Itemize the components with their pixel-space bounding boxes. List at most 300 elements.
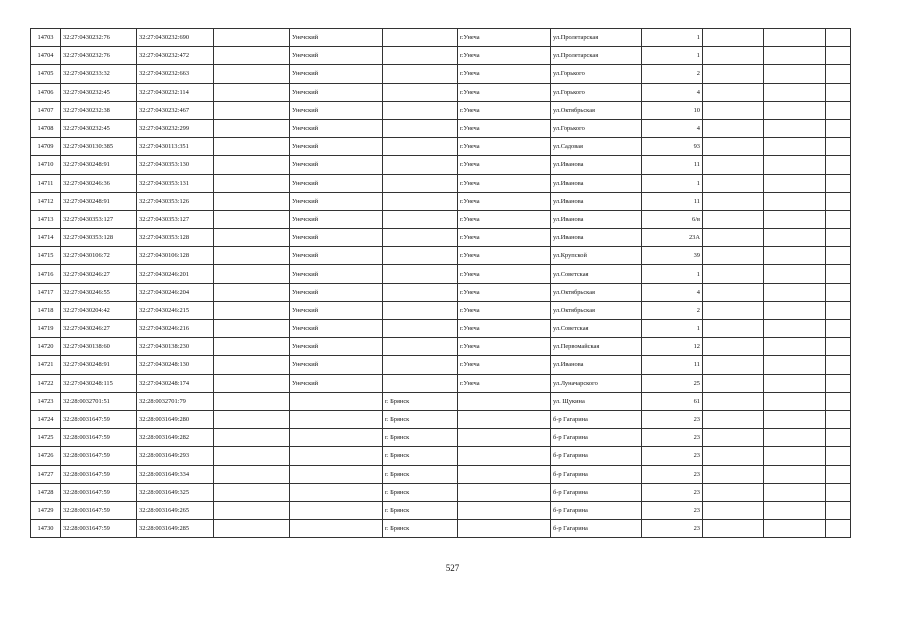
cell-number: 14717 <box>31 283 61 301</box>
table-row <box>31 320 851 338</box>
cell-blank-d <box>826 483 851 501</box>
cell-blank-a <box>214 156 290 174</box>
table-row <box>31 229 851 247</box>
table-row <box>31 192 851 210</box>
cell-cadastral: 32:27:0430106:128 <box>137 247 214 265</box>
cell-blank-a <box>214 83 290 101</box>
cell-blank-d <box>826 410 851 428</box>
cell-house: 23 <box>642 429 703 447</box>
cell-cadastral: 32:27:0430353:131 <box>137 174 214 192</box>
cell-blank-a <box>214 247 290 265</box>
cell-house: 1 <box>642 174 703 192</box>
cell-settlement-a: г. Брянск <box>383 483 458 501</box>
cell-blank-c <box>764 192 826 210</box>
cell-number: 14727 <box>31 465 61 483</box>
cell-cadastral: 32:27:0430246:204 <box>137 283 214 301</box>
cell-settlement-a: г. Брянск <box>383 392 458 410</box>
cell-number: 14708 <box>31 119 61 137</box>
cell-blank-c <box>764 65 826 83</box>
cell-blank-a <box>214 210 290 228</box>
cell-district <box>290 392 383 410</box>
cell-street: ул.Горького <box>551 119 642 137</box>
cell-house: 11 <box>642 156 703 174</box>
cell-cadastral: 32:27:0430246:201 <box>137 265 214 283</box>
cell-district: Унечский <box>290 138 383 156</box>
cell-district: Унечский <box>290 156 383 174</box>
cell-district: Унечский <box>290 265 383 283</box>
cell-blank-a <box>214 520 290 538</box>
cell-blank-b <box>703 47 764 65</box>
cell-house: 4 <box>642 83 703 101</box>
cell-old-cadastral: 32:27:0430246:36 <box>61 174 137 192</box>
cell-number: 14713 <box>31 210 61 228</box>
cell-blank-d <box>826 83 851 101</box>
cell-number: 14710 <box>31 156 61 174</box>
cell-blank-a <box>214 101 290 119</box>
cell-settlement-a: г. Брянск <box>383 447 458 465</box>
cell-street: ул.Садовая <box>551 138 642 156</box>
cell-blank-c <box>764 392 826 410</box>
table-row <box>31 174 851 192</box>
cell-number: 14711 <box>31 174 61 192</box>
cell-blank-d <box>826 265 851 283</box>
cell-district <box>290 483 383 501</box>
cell-house: 23 <box>642 520 703 538</box>
cell-settlement-a <box>383 101 458 119</box>
cell-number: 14721 <box>31 356 61 374</box>
cell-blank-b <box>703 83 764 101</box>
cell-blank-d <box>826 174 851 192</box>
cell-settlement-b: г.Унеча <box>458 247 551 265</box>
cell-blank-b <box>703 429 764 447</box>
cell-house: 1 <box>642 47 703 65</box>
cell-cadastral: 32:27:0430248:130 <box>137 356 214 374</box>
cell-cadastral: 32:28:0031649:282 <box>137 429 214 447</box>
cell-district <box>290 410 383 428</box>
cell-house: 10 <box>642 101 703 119</box>
cell-old-cadastral: 32:28:0031647:59 <box>61 410 137 428</box>
cell-settlement-b: г.Унеча <box>458 374 551 392</box>
cell-blank-d <box>826 501 851 519</box>
cell-settlement-a: г. Брянск <box>383 429 458 447</box>
cell-blank-b <box>703 210 764 228</box>
table-row <box>31 29 851 47</box>
cell-blank-c <box>764 410 826 428</box>
cell-blank-b <box>703 192 764 210</box>
cell-settlement-a <box>383 174 458 192</box>
cell-cadastral: 32:27:0430353:128 <box>137 229 214 247</box>
cell-old-cadastral: 32:28:0031647:59 <box>61 520 137 538</box>
table-row <box>31 47 851 65</box>
cell-cadastral: 32:27:0430232:663 <box>137 65 214 83</box>
cell-settlement-a: г. Брянск <box>383 501 458 519</box>
cell-street: ул.Луначарского <box>551 374 642 392</box>
cell-settlement-a <box>383 138 458 156</box>
cell-blank-b <box>703 447 764 465</box>
cell-blank-d <box>826 29 851 47</box>
cell-old-cadastral: 32:27:0430130:385 <box>61 138 137 156</box>
cell-blank-b <box>703 29 764 47</box>
cell-number: 14714 <box>31 229 61 247</box>
cell-blank-c <box>764 210 826 228</box>
cell-blank-d <box>826 392 851 410</box>
cell-street: ул.Пролетарская <box>551 47 642 65</box>
cell-house: 1 <box>642 320 703 338</box>
cell-street: ул.Горького <box>551 83 642 101</box>
cell-district: Унечский <box>290 192 383 210</box>
cell-cadastral: 32:27:0430113:351 <box>137 138 214 156</box>
table-row <box>31 429 851 447</box>
cell-blank-b <box>703 101 764 119</box>
cell-blank-d <box>826 374 851 392</box>
table-row <box>31 447 851 465</box>
cell-blank-b <box>703 301 764 319</box>
cell-blank-b <box>703 338 764 356</box>
cell-blank-c <box>764 483 826 501</box>
cell-number: 14715 <box>31 247 61 265</box>
cell-blank-c <box>764 138 826 156</box>
cell-blank-a <box>214 320 290 338</box>
cell-number: 14719 <box>31 320 61 338</box>
cell-street: ул.Иванова <box>551 156 642 174</box>
cell-settlement-b <box>458 520 551 538</box>
cell-blank-c <box>764 101 826 119</box>
cell-blank-b <box>703 283 764 301</box>
cell-house: 25 <box>642 374 703 392</box>
cell-blank-a <box>214 429 290 447</box>
cell-settlement-b <box>458 465 551 483</box>
cell-number: 14728 <box>31 483 61 501</box>
cell-street: ул.Иванова <box>551 174 642 192</box>
table-row <box>31 101 851 119</box>
table-row <box>31 283 851 301</box>
cell-blank-d <box>826 301 851 319</box>
cell-street: б-р Гагарина <box>551 501 642 519</box>
cell-blank-a <box>214 119 290 137</box>
cell-district: Унечский <box>290 320 383 338</box>
cell-house: 23 <box>642 410 703 428</box>
cell-number: 14704 <box>31 47 61 65</box>
cell-district <box>290 501 383 519</box>
cell-blank-c <box>764 283 826 301</box>
page-number: 527 <box>445 563 460 573</box>
cell-blank-d <box>826 283 851 301</box>
cell-cadastral: 32:27:0430246:216 <box>137 320 214 338</box>
cell-blank-c <box>764 265 826 283</box>
cell-street: б-р Гагарина <box>551 447 642 465</box>
cell-blank-b <box>703 410 764 428</box>
cell-blank-b <box>703 265 764 283</box>
table-row <box>31 301 851 319</box>
cell-number: 14707 <box>31 101 61 119</box>
cell-old-cadastral: 32:27:0430246:27 <box>61 265 137 283</box>
cell-blank-b <box>703 174 764 192</box>
cell-house: 11 <box>642 192 703 210</box>
cell-settlement-b: г.Унеча <box>458 47 551 65</box>
table-row <box>31 156 851 174</box>
cell-old-cadastral: 32:27:0430232:45 <box>61 119 137 137</box>
table-row <box>31 83 851 101</box>
cell-blank-d <box>826 47 851 65</box>
cell-number: 14705 <box>31 65 61 83</box>
cell-house: 61 <box>642 392 703 410</box>
cell-district <box>290 465 383 483</box>
cell-settlement-a <box>383 156 458 174</box>
cell-settlement-a <box>383 338 458 356</box>
table-row <box>31 483 851 501</box>
cell-old-cadastral: 32:27:0430248:91 <box>61 356 137 374</box>
cell-street: ул.Октябрьская <box>551 301 642 319</box>
cell-cadastral: 32:27:0430353:130 <box>137 156 214 174</box>
cell-cadastral: 32:28:0032701:79 <box>137 392 214 410</box>
cell-house: 23 <box>642 483 703 501</box>
cell-number: 14703 <box>31 29 61 47</box>
cell-blank-d <box>826 465 851 483</box>
cell-street: ул.Иванова <box>551 229 642 247</box>
cell-blank-c <box>764 156 826 174</box>
cell-blank-c <box>764 429 826 447</box>
cell-street: ул.Пролетарская <box>551 29 642 47</box>
cell-street: б-р Гагарина <box>551 483 642 501</box>
cell-number: 14706 <box>31 83 61 101</box>
cell-blank-b <box>703 392 764 410</box>
property-registry-table <box>30 28 851 538</box>
cell-settlement-b: г.Унеча <box>458 119 551 137</box>
cell-district: Унечский <box>290 47 383 65</box>
cell-street: ул.Советская <box>551 265 642 283</box>
cell-settlement-b: г.Унеча <box>458 101 551 119</box>
cell-cadastral: 32:28:0031649:265 <box>137 501 214 519</box>
cell-blank-d <box>826 447 851 465</box>
cell-settlement-b <box>458 392 551 410</box>
cell-blank-d <box>826 119 851 137</box>
table-row <box>31 392 851 410</box>
cell-district: Унечский <box>290 356 383 374</box>
cell-blank-c <box>764 174 826 192</box>
cell-settlement-a <box>383 374 458 392</box>
cell-settlement-b: г.Унеча <box>458 338 551 356</box>
cell-settlement-a <box>383 265 458 283</box>
cell-old-cadastral: 32:27:0430233:32 <box>61 65 137 83</box>
cell-blank-a <box>214 283 290 301</box>
cell-settlement-a <box>383 65 458 83</box>
cell-street: б-р Гагарина <box>551 429 642 447</box>
cell-settlement-b <box>458 447 551 465</box>
cell-settlement-a <box>383 119 458 137</box>
cell-blank-b <box>703 520 764 538</box>
cell-settlement-a <box>383 301 458 319</box>
cell-blank-b <box>703 138 764 156</box>
cell-cadastral: 32:28:0031649:293 <box>137 447 214 465</box>
cell-cadastral: 32:27:0430353:126 <box>137 192 214 210</box>
cell-number: 14718 <box>31 301 61 319</box>
cell-blank-d <box>826 210 851 228</box>
cell-old-cadastral: 32:28:0031647:59 <box>61 429 137 447</box>
cell-settlement-b: г.Унеча <box>458 356 551 374</box>
cell-old-cadastral: 32:28:0032701:51 <box>61 392 137 410</box>
cell-settlement-b: г.Унеча <box>458 210 551 228</box>
cell-street: ул.Октябрьская <box>551 283 642 301</box>
cell-cadastral: 32:27:0430138:230 <box>137 338 214 356</box>
table-row <box>31 501 851 519</box>
cell-cadastral: 32:27:0430232:472 <box>137 47 214 65</box>
cell-blank-a <box>214 301 290 319</box>
cell-settlement-b: г.Унеча <box>458 29 551 47</box>
cell-district: Унечский <box>290 338 383 356</box>
table-row <box>31 374 851 392</box>
cell-settlement-a <box>383 320 458 338</box>
cell-old-cadastral: 32:27:0430353:128 <box>61 229 137 247</box>
cell-blank-b <box>703 465 764 483</box>
cell-number: 14724 <box>31 410 61 428</box>
cell-house: 23 <box>642 465 703 483</box>
table-row <box>31 338 851 356</box>
cell-blank-c <box>764 119 826 137</box>
cell-old-cadastral: 32:27:0430353:127 <box>61 210 137 228</box>
cell-house: 23 <box>642 447 703 465</box>
cell-district: Унечский <box>290 247 383 265</box>
cell-blank-c <box>764 83 826 101</box>
cell-cadastral: 32:27:0430232:114 <box>137 83 214 101</box>
cell-number: 14726 <box>31 447 61 465</box>
cell-blank-b <box>703 374 764 392</box>
cell-old-cadastral: 32:27:0430246:27 <box>61 320 137 338</box>
cell-blank-d <box>826 65 851 83</box>
cell-cadastral: 32:27:0430246:215 <box>137 301 214 319</box>
cell-street: б-р Гагарина <box>551 520 642 538</box>
cell-district <box>290 520 383 538</box>
cell-house: 4 <box>642 283 703 301</box>
cell-street: ул.Иванова <box>551 210 642 228</box>
table-row <box>31 210 851 228</box>
cell-settlement-b: г.Унеча <box>458 156 551 174</box>
cell-district: Унечский <box>290 174 383 192</box>
cell-street: ул. Щукина <box>551 392 642 410</box>
cell-house: 39 <box>642 247 703 265</box>
cell-blank-d <box>826 138 851 156</box>
cell-blank-a <box>214 374 290 392</box>
cell-cadastral: 32:28:0031649:285 <box>137 520 214 538</box>
cell-settlement-b: г.Унеча <box>458 229 551 247</box>
cell-blank-a <box>214 483 290 501</box>
cell-blank-b <box>703 320 764 338</box>
cell-cadastral: 32:28:0031649:280 <box>137 410 214 428</box>
table-body <box>31 29 851 538</box>
cell-old-cadastral: 32:27:0430232:45 <box>61 83 137 101</box>
cell-blank-d <box>826 156 851 174</box>
cell-blank-d <box>826 520 851 538</box>
cell-district: Унечский <box>290 301 383 319</box>
cell-house: 1 <box>642 29 703 47</box>
table-row <box>31 138 851 156</box>
cell-district: Унечский <box>290 101 383 119</box>
cell-street: ул.Крупской <box>551 247 642 265</box>
cell-blank-a <box>214 138 290 156</box>
cell-district: Унечский <box>290 283 383 301</box>
table-row <box>31 356 851 374</box>
cell-old-cadastral: 32:27:0430248:91 <box>61 156 137 174</box>
cell-house: 2 <box>642 65 703 83</box>
cell-settlement-b <box>458 483 551 501</box>
table-row <box>31 410 851 428</box>
cell-old-cadastral: 32:27:0430232:76 <box>61 47 137 65</box>
cell-blank-a <box>214 65 290 83</box>
cell-district <box>290 429 383 447</box>
cell-district: Унечский <box>290 83 383 101</box>
cell-blank-d <box>826 338 851 356</box>
cell-blank-a <box>214 465 290 483</box>
cell-old-cadastral: 32:27:0430232:76 <box>61 29 137 47</box>
cell-old-cadastral: 32:27:0430204:42 <box>61 301 137 319</box>
cell-blank-d <box>826 192 851 210</box>
cell-street: ул.Октябрьская <box>551 101 642 119</box>
cell-blank-c <box>764 229 826 247</box>
cell-blank-b <box>703 356 764 374</box>
table-row <box>31 265 851 283</box>
cell-house: 93 <box>642 138 703 156</box>
cell-blank-b <box>703 501 764 519</box>
cell-number: 14712 <box>31 192 61 210</box>
cell-house: 11 <box>642 356 703 374</box>
table-row <box>31 65 851 83</box>
cell-settlement-b: г.Унеча <box>458 283 551 301</box>
cell-cadastral: 32:27:0430248:174 <box>137 374 214 392</box>
cell-number: 14716 <box>31 265 61 283</box>
cell-blank-c <box>764 47 826 65</box>
cell-number: 14720 <box>31 338 61 356</box>
cell-old-cadastral: 32:28:0031647:59 <box>61 447 137 465</box>
cell-street: б-р Гагарина <box>551 410 642 428</box>
cell-blank-d <box>826 101 851 119</box>
cell-settlement-a: г. Брянск <box>383 410 458 428</box>
cell-blank-a <box>214 501 290 519</box>
cell-blank-a <box>214 447 290 465</box>
cell-house: 23 <box>642 501 703 519</box>
cell-house: 12 <box>642 338 703 356</box>
cell-blank-a <box>214 338 290 356</box>
cell-settlement-b: г.Унеча <box>458 65 551 83</box>
cell-street: ул.Горького <box>551 65 642 83</box>
cell-settlement-a <box>383 229 458 247</box>
cell-settlement-b <box>458 501 551 519</box>
cell-house: 4 <box>642 119 703 137</box>
cell-street: ул.Советская <box>551 320 642 338</box>
cell-street: ул.Первомайская <box>551 338 642 356</box>
cell-blank-c <box>764 447 826 465</box>
cell-blank-d <box>826 320 851 338</box>
cell-cadastral: 32:27:0430353:127 <box>137 210 214 228</box>
cell-blank-c <box>764 338 826 356</box>
cell-blank-a <box>214 265 290 283</box>
cell-district: Унечский <box>290 119 383 137</box>
cell-blank-c <box>764 465 826 483</box>
cell-blank-b <box>703 65 764 83</box>
cell-district: Унечский <box>290 29 383 47</box>
cell-blank-a <box>214 410 290 428</box>
cell-cadastral: 32:27:0430232:299 <box>137 119 214 137</box>
cell-blank-c <box>764 501 826 519</box>
cell-blank-c <box>764 29 826 47</box>
cell-blank-a <box>214 174 290 192</box>
cell-old-cadastral: 32:27:0430106:72 <box>61 247 137 265</box>
table-row <box>31 119 851 137</box>
cell-old-cadastral: 32:28:0031647:59 <box>61 483 137 501</box>
cell-settlement-b <box>458 429 551 447</box>
cell-settlement-a <box>383 47 458 65</box>
cell-settlement-b: г.Унеча <box>458 174 551 192</box>
cell-old-cadastral: 32:27:0430246:55 <box>61 283 137 301</box>
cell-old-cadastral: 32:27:0430232:38 <box>61 101 137 119</box>
